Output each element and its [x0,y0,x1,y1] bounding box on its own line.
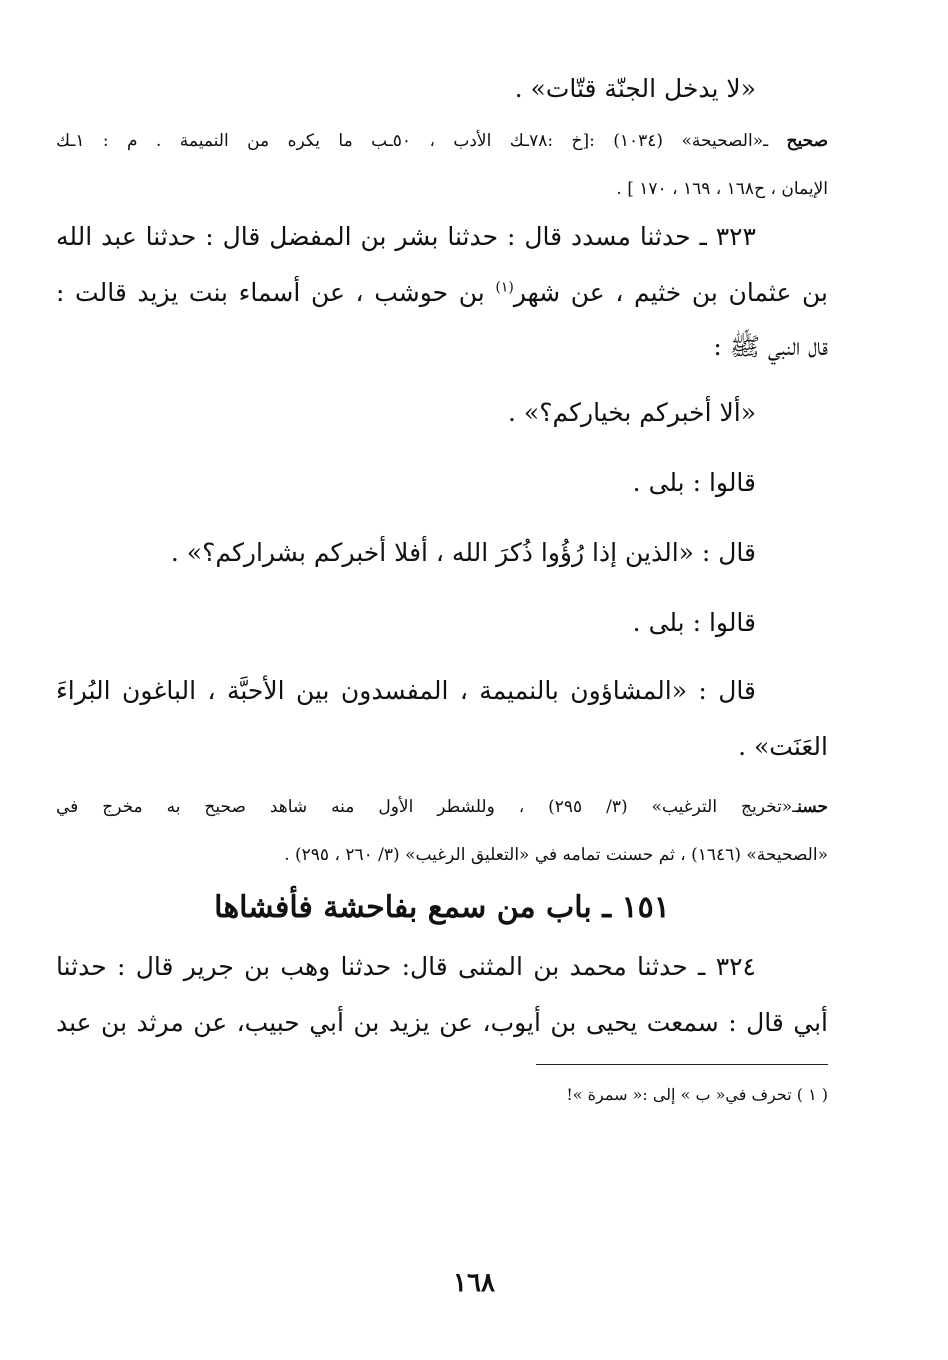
hadith-324-line-1 [56,950,828,984]
hadith-text: أبي قال : سمعت يحيى بن أيوب، عن يزيد بن أبي حبيب، عن مرثد بن عبد [56,1008,828,1037]
dialogue-answer-2 [56,606,828,640]
footnote-divider [536,1064,828,1065]
hadith-323-line-2 [56,276,828,310]
hadith-text: ٣٢٤ ـ حدثنا محمد بن المثنى قال: حدثنا وهب بن جرير قال : حدثنا [56,952,756,981]
footnote [56,1083,828,1107]
hadith-text: قالوا : بلى . [632,608,756,637]
page-number: ١٦٨ [453,1268,495,1298]
hadith-text: قال النبي ﷺ : [713,332,828,361]
footnote-text: ( ١ ) تحرف في« ب » إلى :« سمرة »! [566,1085,828,1104]
hadith-323-line-3 [56,330,828,364]
hadith-text: بن حوشب ، عن أسماء بنت يزيد قالت : [56,278,496,307]
dialogue-question-3-continued [56,730,828,764]
footnote-marker: (١) [495,279,514,296]
hadith-text: «لا يدخل الجنّة قتّات» . [514,74,756,103]
chapter-heading [56,888,828,928]
grading-note-2 [56,794,828,820]
hadith-text: قالوا : بلى . [632,468,756,497]
hadith-324-line-2 [56,1006,828,1040]
dialogue-question-1 [56,396,828,430]
hadith-323-line-1 [56,220,828,254]
dialogue-question-3 [56,674,828,708]
grading-note-1 [56,128,828,154]
hadith-322-ending [56,72,828,106]
hadith-text: قال : «الذين إذا رُؤُوا ذُكرَ الله ، أفلا أخبركم بشراركم؟» . [170,538,756,567]
hadith-text: قال : «المشاؤون بالنميمة ، المفسدون بين الأحبَّة ، الباغون البُراءَ [56,676,756,705]
grading-note-2-continued [56,842,828,868]
grading-note-1-continued [56,176,828,202]
grade-text-continued: الإيمان ، ح١٦٨ ، ١٦٩ ، ١٧٠ ] . [616,179,828,199]
grade-text-continued: «الصحيحة» (١٦٤٦) ، ثم حسنت تمامه في «التعليق الرغيب» (٣/ ٢٦٠ ، ٢٩٥) . [284,845,828,865]
grade-label: صحيح [786,131,829,151]
page-body [56,60,828,1107]
chapter-title: ١٥١ ـ باب من سمع بفاحشة فأفشاها [214,890,670,925]
hadith-text: بن عثمان بن خثيم ، عن شهر [513,278,828,307]
hadith-text: العَنَت» . [738,732,828,761]
hadith-text: «ألا أخبركم بخياركم؟» . [508,398,756,427]
dialogue-answer-1 [56,466,828,500]
dialogue-question-2 [56,536,828,570]
hadith-text: ٣٢٣ ـ حدثنا مسدد قال : حدثنا بشر بن المفضل قال : حدثنا عبد الله [56,222,756,251]
grade-text: ـ«تخريج الترغيب» (٣/ ٢٩٥) ، وللشطر الأول منه شاهد صحيح به مخرج في [56,797,798,817]
grade-label: حسن [797,797,828,817]
grade-text: ـ«الصحيحة» (١٠٣٤) :[خ :٧٨ـك الأدب ، ٥٠ـب ما يكره من النميمة . م : ١ـك [56,131,787,151]
